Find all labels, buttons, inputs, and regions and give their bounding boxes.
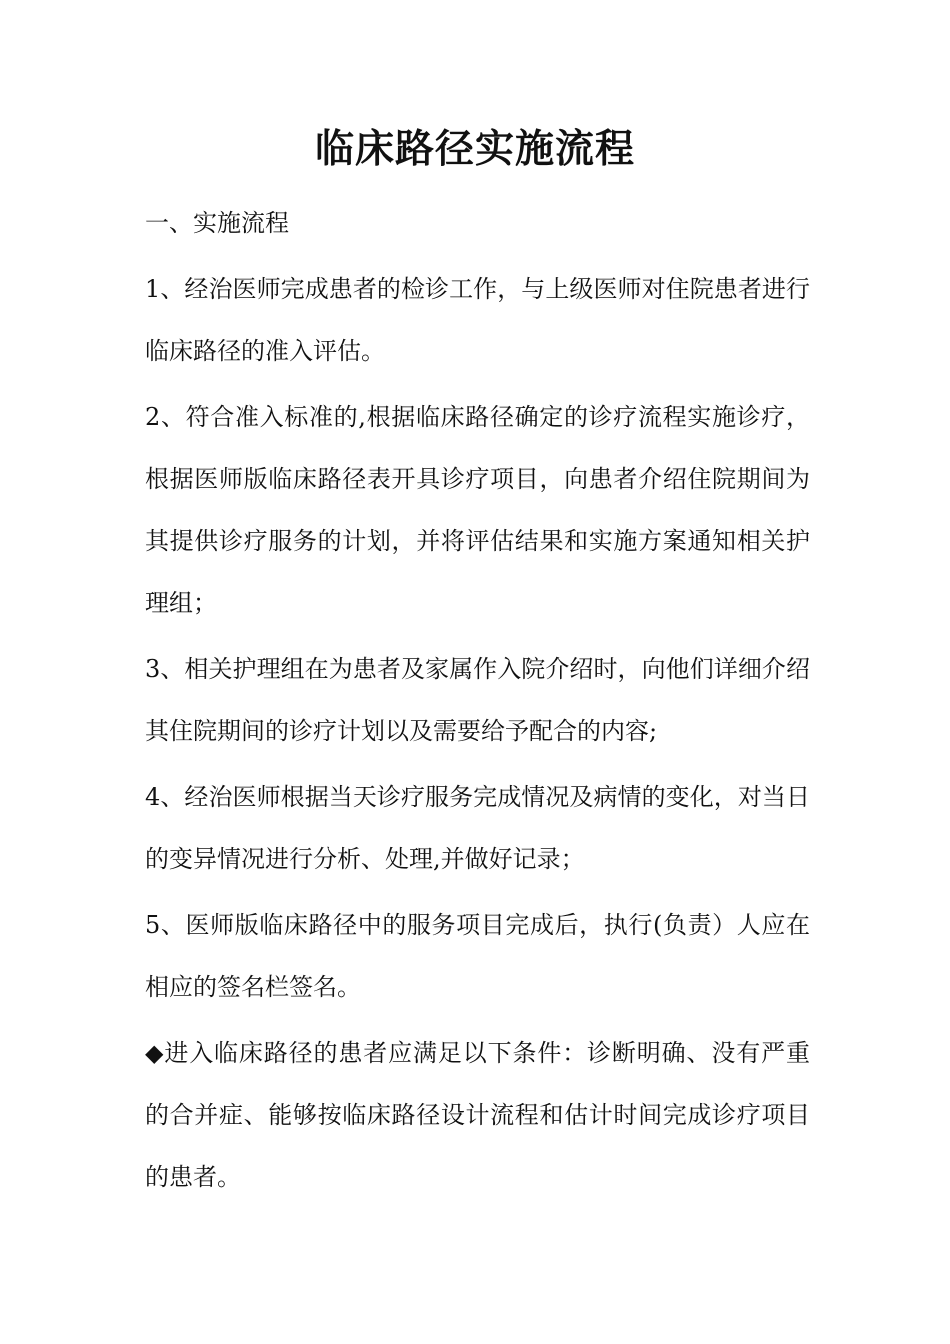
paragraph-criteria-note: ◆进入临床路径的患者应满足以下条件：诊断明确、没有严重的合并症、能够按临床路径设计流程和估计时间完成诊疗项目的患者。 [145,1039,810,1191]
paragraph-step-3: 3、相关护理组在为患者及家属作入院介绍时，向他们详细介绍其住院期间的诊疗计划以及需要给予配合的内容; [145,655,810,745]
paragraph-step-1: 1、经治医师完成患者的检诊工作，与上级医师对住院患者进行临床路径的准入评估。 [145,275,810,365]
document-body [145,192,810,1208]
paragraph-step-4: 4、经治医师根据当天诊疗服务完成情况及病情的变化，对当日的变异情况进行分析、处理,并做好记录； [145,783,810,873]
paragraph-step-2: 2、符合准入标准的,根据临床路径确定的诊疗流程实施诊疗，根据医师版临床路径表开具诊疗项目，向患者介绍住院期间为其提供诊疗服务的计划，并将评估结果和实施方案通知相关护理组； [145,403,810,617]
section-heading: 一、实施流程 [145,209,289,237]
document-title: 临床路径实施流程 [314,127,635,172]
paragraph-step-5: 5、医师版临床路径中的服务项目完成后，执行(负责）人应在相应的签名栏签名。 [145,911,810,1001]
